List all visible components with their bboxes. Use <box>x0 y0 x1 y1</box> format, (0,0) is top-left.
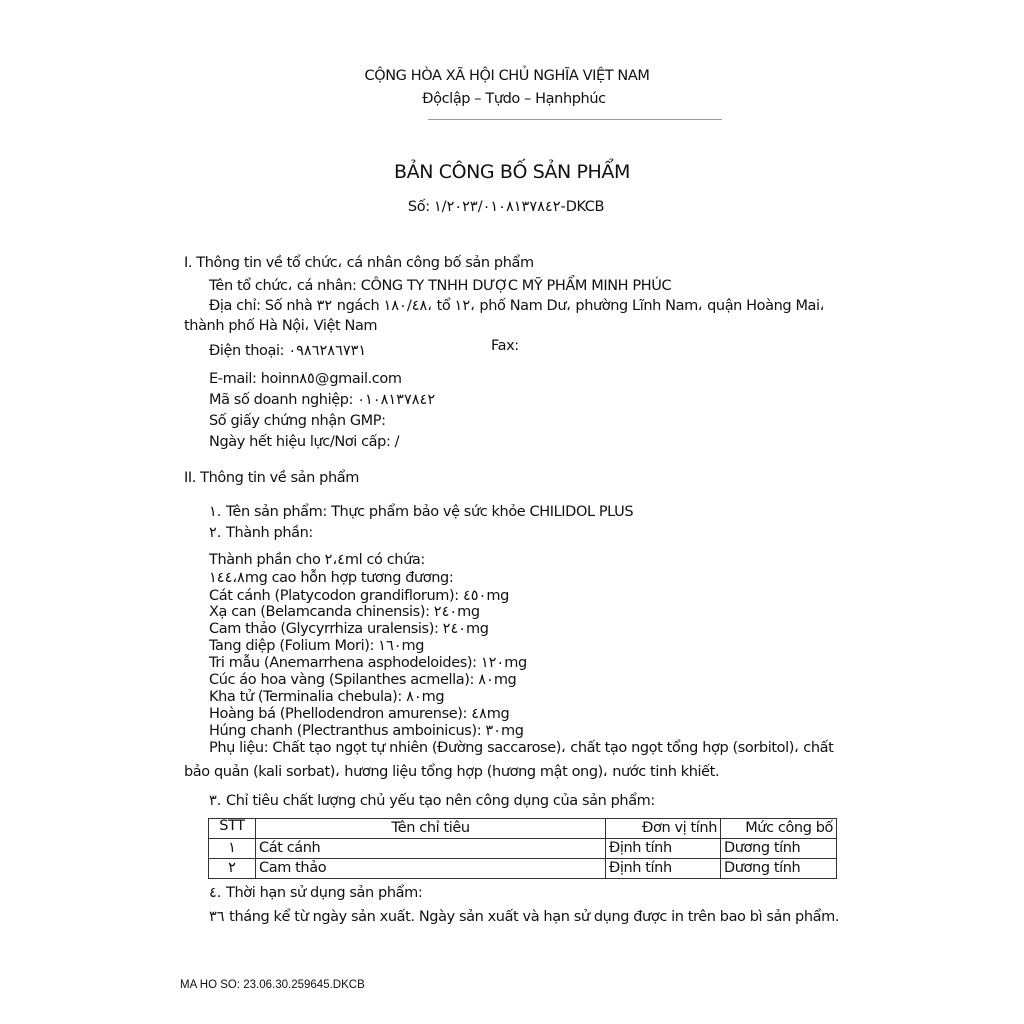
composition-line: Húng chanh (Plectranthus amboinicus): ٣٠mg <box>209 723 524 739</box>
expiry: Ngày hết hiệu lực/Nơi cấp: / <box>209 434 400 450</box>
header-stt: STT <box>209 819 256 839</box>
row-criteria: Cát cánh <box>256 839 606 859</box>
shelf-life-heading: ٤. Thời hạn sử dụng sản phẩm: <box>209 885 423 901</box>
row-level: Dương tính <box>721 859 837 879</box>
row-stt: ١ <box>209 839 256 859</box>
table-header-row <box>209 819 837 839</box>
row-unit: Định tính <box>606 839 721 859</box>
row-stt: ٢ <box>209 859 256 879</box>
composition-line: Kha tử (Terminalia chebula): ٨٠mg <box>209 689 445 705</box>
composition-line: Xạ can (Belamcanda chinensis): ٢٤٠mg <box>209 604 480 620</box>
phone: Điện thoại: ٠٩٨٦٢٨٦٧٣١ <box>209 343 367 359</box>
composition-line: Cát cánh (Platycodon grandiflorum): ٤٥٠mg <box>209 588 509 604</box>
quality-table <box>208 818 837 879</box>
composition-line: Thành phần cho ٢،٤ml có chứa: <box>209 552 425 568</box>
composition-heading: ٢. Thành phần: <box>209 525 313 541</box>
composition-line: Tang diệp (Folium Mori): ١٦٠mg <box>209 638 425 654</box>
section2-heading: II. Thông tin về sản phẩm <box>184 470 359 486</box>
shelf-life-text: ٣٦ tháng kể từ ngày sản xuất. Ngày sản xuất và hạn sử dụng được in trên bao bì sản phẩm. <box>209 909 840 925</box>
row-criteria: Cam thảo <box>256 859 606 879</box>
header-criteria: Tên chỉ tiêu <box>256 819 606 839</box>
section1-heading: I. Thông tin về tổ chức، cá nhân công bố sản phẩm <box>184 255 534 271</box>
tax-code: Mã số doanh nghiệp: ٠١٠٨١٣٧٨٤٢ <box>209 392 436 408</box>
composition-line: Hoàng bá (Phellodendron amurense): ٤٨mg <box>209 706 510 722</box>
table-row <box>209 839 837 859</box>
record-code: MA HO SO: 23.06.30.259645.DKCB <box>180 979 365 991</box>
row-level: Dương tính <box>721 839 837 859</box>
email: E-mail: hoinn٨٥@gmail.com <box>209 371 402 387</box>
gmp-number: Số giấy chứng nhận GMP: <box>209 413 386 429</box>
composition-line: Tri mẫu (Anemarrhena asphodeloides): ١٢٠mg <box>209 655 527 671</box>
document-number: Số: ١/٢٠٢٣/٠١٠٨١٣٧٨٤٢-DKCB <box>407 199 605 215</box>
excipients-line-1: Phụ liệu: Chất tạo ngọt tự nhiên (Đường saccarose)، chất tạo ngọt tổng hợp (sorbitol)، chất <box>209 740 834 756</box>
excipients-line-2: bảo quản (kali sorbat)، hương liệu tổng hợp (hương mật ong)، nước tinh khiết. <box>184 764 720 780</box>
nation-header: CỘNG HÒA XÃ HỘI CHỦ NGHĨA VIỆT NAM <box>364 68 650 84</box>
address-line-2: thành phố Hà Nội، Việt Nam <box>184 318 378 334</box>
document-title: BẢN CÔNG BỐ SẢN PHẨM <box>394 161 630 183</box>
motto: Độclập – Tựdo – Hạnhphúc <box>422 91 606 107</box>
table-row <box>209 859 837 879</box>
composition-line: Cúc áo hoa vàng (Spilanthes acmella): ٨٠mg <box>209 672 517 688</box>
address-line-1: Địa chỉ: Số nhà ٣٢ ngách ١٨٠/٤٨، tổ ١٢، phố Nam Dư، phường Lĩnh Nam، quận Hoàng Mai، <box>209 298 825 314</box>
header-unit: Đơn vị tính <box>606 819 721 839</box>
row-unit: Định tính <box>606 859 721 879</box>
quality-heading: ٣. Chỉ tiêu chất lượng chủ yếu tạo nên công dụng của sản phẩm: <box>209 793 655 809</box>
fax: Fax: <box>491 338 519 354</box>
composition-line: ١٤٤،٨mg cao hỗn hợp tương đương: <box>209 570 454 586</box>
org-name: Tên tổ chức، cá nhân: CÔNG TY TNHH DƯỢC MỸ PHẨM MINH PHÚC <box>209 278 672 294</box>
divider <box>428 119 722 120</box>
composition-line: Cam thảo (Glycyrrhiza uralensis): ٢٤٠mg <box>209 621 489 637</box>
header-level: Mức công bố <box>721 819 837 839</box>
product-name: ١. Tên sản phẩm: Thực phẩm bảo vệ sức khỏe CHILIDOL PLUS <box>209 504 634 520</box>
